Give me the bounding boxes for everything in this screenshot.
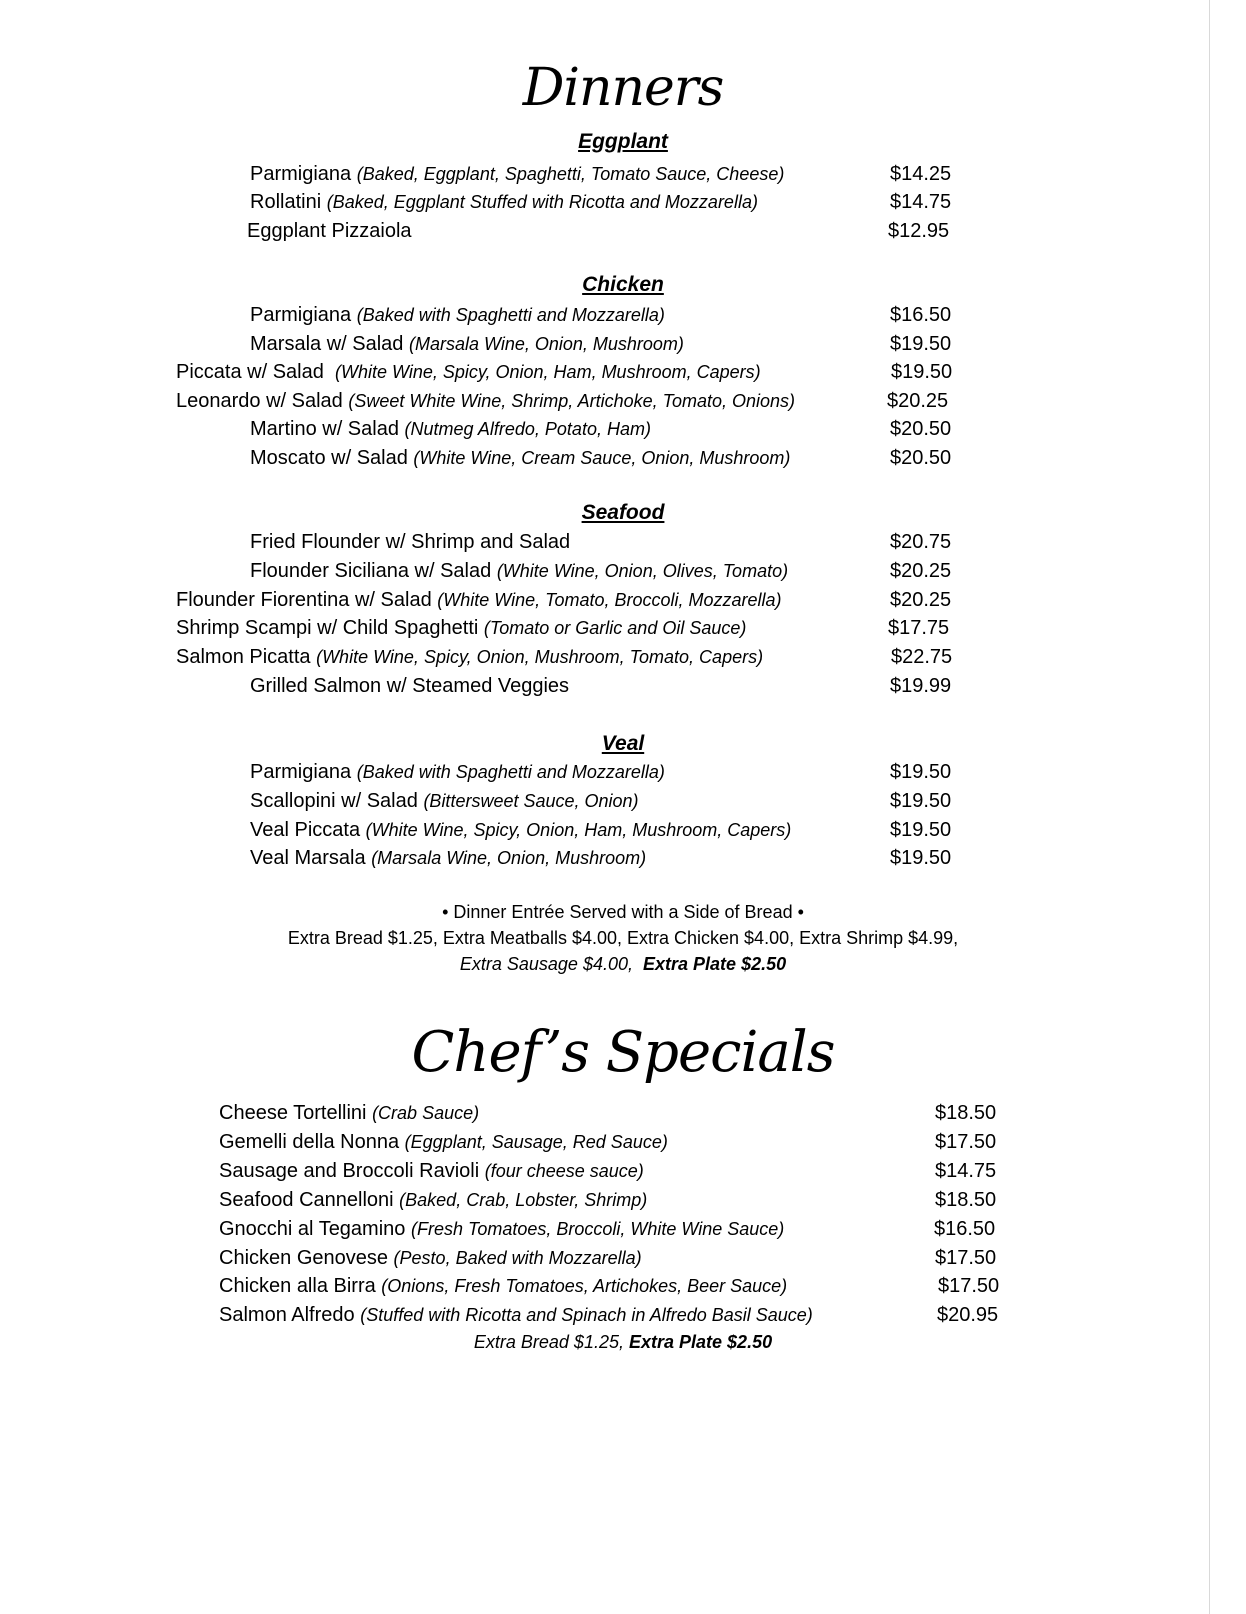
special-item: Chicken Genovese (Pesto, Baked with Mozzarella) $17.50 — [0, 1243, 1246, 1273]
menu-item: Veal Piccata (White Wine, Spicy, Onion, Ham, Mushroom, Capers) $19.50 — [0, 815, 1246, 845]
item-price: $20.50 — [890, 447, 952, 469]
menu-item: Parmigiana (Baked with Spaghetti and Mozzarella) $16.50 — [0, 300, 1246, 330]
menu-item: Parmigiana (Baked, Eggplant, Spaghetti, Tomato Sauce, Cheese) $14.25 — [0, 159, 1246, 189]
item-price: $20.95 — [937, 1304, 999, 1326]
menu-item: Leonardo w/ Salad (Sweet White Wine, Shrimp, Artichoke, Tomato, Onions) $20.25 — [0, 386, 1246, 416]
menu-item: Scallopini w/ Salad (Bittersweet Sauce, Onion) $19.50 — [0, 786, 1246, 816]
section-heading-chicken: Chicken — [582, 273, 664, 296]
item-price: $20.25 — [890, 560, 952, 582]
special-item: Cheese Tortellini (Crab Sauce) $18.50 — [0, 1098, 1246, 1128]
menu-item: Rollatini (Baked, Eggplant Stuffed with Ricotta and Mozzarella) $14.75 — [0, 187, 1246, 217]
menu-item: Piccata w/ Salad (White Wine, Spicy, Onion, Ham, Mushroom, Capers) $19.50 — [0, 357, 1246, 387]
extras-note-line1: Extra Bread $1.25, Extra Meatballs $4.00, Extra Chicken $4.00, Extra Shrimp $4.99, — [287, 928, 959, 948]
section-heading-eggplant: Eggplant — [578, 130, 668, 153]
special-item: Salmon Alfredo (Stuffed with Ricotta and Spinach in Alfredo Basil Sauce) $20.95 — [0, 1300, 1246, 1330]
menu-item: Parmigiana (Baked with Spaghetti and Mozzarella) $19.50 — [0, 757, 1246, 787]
section-heading-seafood: Seafood — [581, 501, 665, 524]
special-item: Seafood Cannelloni (Baked, Crab, Lobster, Shrimp) $18.50 — [0, 1185, 1246, 1215]
item-price: $16.50 — [934, 1218, 996, 1240]
menu-item: Moscato w/ Salad (White Wine, Cream Sauce, Onion, Mushroom) $20.50 — [0, 443, 1246, 473]
item-price: $20.25 — [890, 589, 952, 611]
menu-item: Shrimp Scampi w/ Child Spaghetti (Tomato or Garlic and Oil Sauce) $17.75 — [0, 613, 1246, 643]
dinners-title: Dinners — [522, 58, 724, 118]
item-price: $19.99 — [890, 675, 952, 697]
item-price: $20.25 — [887, 390, 949, 412]
item-price: $18.50 — [935, 1102, 997, 1124]
item-price: $14.75 — [890, 191, 952, 213]
menu-item: Veal Marsala (Marsala Wine, Onion, Mushroom) $19.50 — [0, 843, 1246, 873]
menu-item: Salmon Picatta (White Wine, Spicy, Onion, Mushroom, Tomato, Capers) $22.75 — [0, 642, 1246, 672]
item-price: $19.50 — [890, 761, 952, 783]
item-price: $17.50 — [938, 1275, 1000, 1297]
item-price: $14.75 — [935, 1160, 997, 1182]
specials-extras-note: Extra Bread $1.25, Extra Plate $2.50 — [473, 1332, 773, 1352]
menu-item: Marsala w/ Salad (Marsala Wine, Onion, Mushroom) $19.50 — [0, 329, 1246, 359]
item-price: $18.50 — [935, 1189, 997, 1211]
item-price: $19.50 — [890, 847, 952, 869]
menu-item: Flounder Siciliana w/ Salad (White Wine, Onion, Olives, Tomato) $20.25 — [0, 556, 1246, 586]
item-price: $17.75 — [888, 617, 950, 639]
item-price: $19.50 — [890, 333, 952, 355]
bread-note: • Dinner Entrée Served with a Side of Bread • — [442, 902, 804, 922]
menu-item: Grilled Salmon w/ Steamed Veggies $19.99 — [0, 671, 1246, 701]
item-price: $19.50 — [890, 819, 952, 841]
item-price: $22.75 — [891, 646, 953, 668]
special-item: Gemelli della Nonna (Eggplant, Sausage, Red Sauce) $17.50 — [0, 1127, 1246, 1157]
special-item: Gnocchi al Tegamino (Fresh Tomatoes, Broccoli, White Wine Sauce) $16.50 — [0, 1214, 1246, 1244]
menu-item: Fried Flounder w/ Shrimp and Salad $20.75 — [0, 527, 1246, 557]
item-price: $17.50 — [935, 1247, 997, 1269]
item-price: $12.95 — [888, 220, 950, 242]
section-heading-veal: Veal — [601, 732, 645, 755]
item-price: $20.50 — [890, 418, 952, 440]
special-item: Chicken alla Birra (Onions, Fresh Tomatoes, Artichokes, Beer Sauce) $17.50 — [0, 1271, 1246, 1301]
specials-title: Chef’s Specials — [411, 1020, 835, 1085]
item-price: $14.25 — [890, 163, 952, 185]
item-price: $19.50 — [891, 361, 953, 383]
item-price: $17.50 — [935, 1131, 997, 1153]
extras-note-line2: Extra Sausage $4.00, Extra Plate $2.50 — [459, 954, 787, 974]
item-price: $16.50 — [890, 304, 952, 326]
item-price: $20.75 — [890, 531, 952, 553]
special-item: Sausage and Broccoli Ravioli (four cheese sauce) $14.75 — [0, 1156, 1246, 1186]
item-price: $19.50 — [890, 790, 952, 812]
menu-item: Flounder Fiorentina w/ Salad (White Wine, Tomato, Broccoli, Mozzarella) $20.25 — [0, 585, 1246, 615]
menu-item: Eggplant Pizzaiola $12.95 — [0, 216, 1246, 246]
menu-item: Martino w/ Salad (Nutmeg Alfredo, Potato, Ham) $20.50 — [0, 414, 1246, 444]
